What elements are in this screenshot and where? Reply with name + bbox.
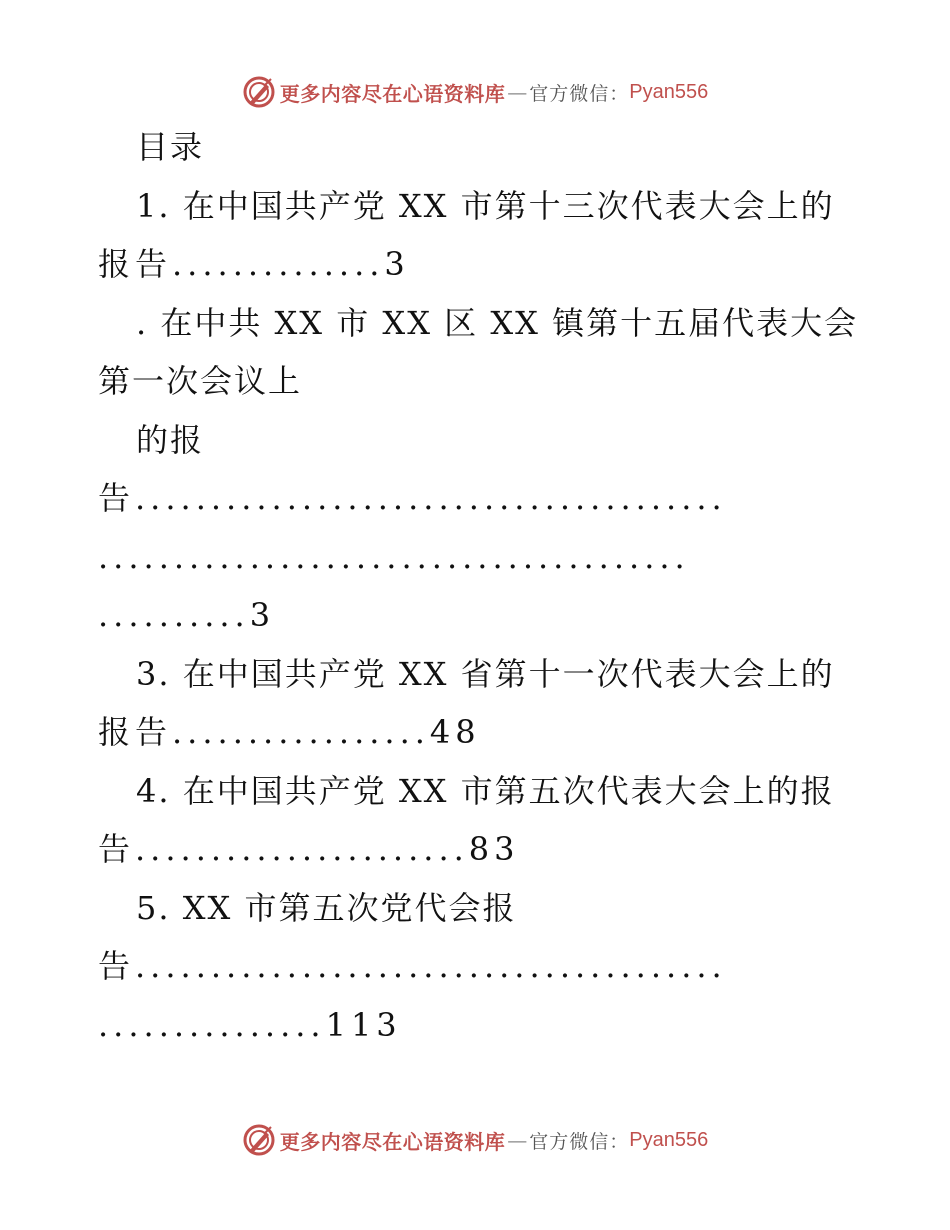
toc-line: ....................................... bbox=[98, 537, 690, 576]
toc-line: 的报 bbox=[136, 420, 205, 459]
toc-line: 3. 在中国共产党 XX 省第十一次代表大会上的 bbox=[136, 654, 835, 693]
banner-text: 更多内容尽在心语资料库 bbox=[279, 81, 506, 106]
header-banner bbox=[0, 72, 950, 112]
toc-line: 报告.................48 bbox=[98, 713, 481, 751]
banner-wechat-id: Pyan556 bbox=[629, 1128, 709, 1151]
toc-line: 告......................83 bbox=[98, 830, 520, 868]
banner-separator: — bbox=[507, 1128, 528, 1152]
banner-wechat-label: 官方微信： bbox=[529, 82, 630, 105]
banner-wechat-label: 官方微信： bbox=[529, 1130, 630, 1153]
toc-line: 告....................................... bbox=[98, 947, 727, 985]
toc-line: 1. 在中国共产党 XX 市第十三次代表大会上的 bbox=[136, 186, 835, 225]
toc-line: ...............113 bbox=[98, 1005, 402, 1044]
toc-line: 第一次会议上 bbox=[98, 362, 303, 400]
pen-logo-icon bbox=[242, 1123, 276, 1157]
footer-banner bbox=[0, 1120, 950, 1160]
toc-title: 目录 bbox=[136, 128, 205, 166]
toc-line: 4. 在中国共产党 XX 市第五次代表大会上的报 bbox=[136, 771, 835, 810]
pen-logo-icon bbox=[242, 75, 276, 109]
toc-content bbox=[98, 118, 858, 1054]
toc-line: 5. XX 市第五次党代会报 bbox=[136, 888, 517, 927]
toc-line: 报告..............3 bbox=[98, 245, 410, 283]
toc-line: 告....................................... bbox=[98, 479, 727, 517]
banner-wechat-id: Pyan556 bbox=[629, 80, 709, 103]
toc-line: . 在中共 XX 市 XX 区 XX 镇第十五届代表大会 bbox=[136, 303, 859, 342]
banner-separator: — bbox=[507, 80, 528, 104]
toc-line: ..........3 bbox=[98, 596, 276, 634]
banner-text: 更多内容尽在心语资料库 bbox=[279, 1129, 506, 1154]
